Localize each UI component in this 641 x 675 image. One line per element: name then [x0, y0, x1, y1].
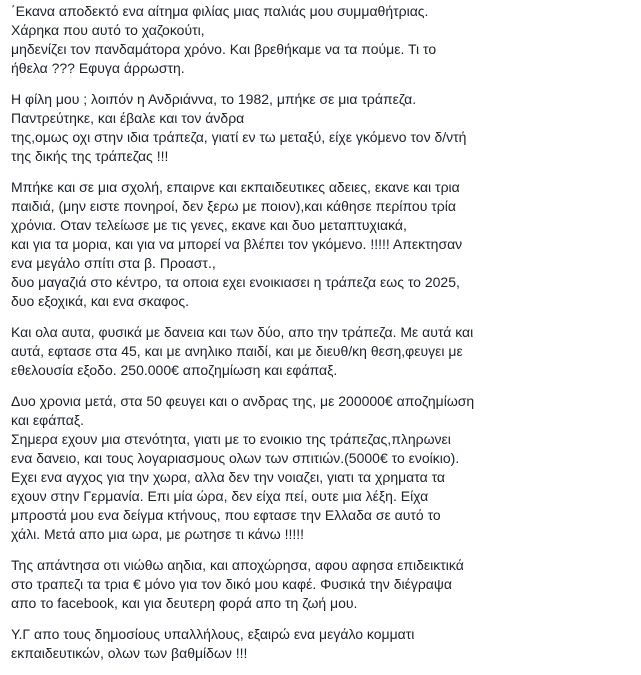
- post-line: Μπήκε και σε μια σχολή, επαιρνε και εκπαιδευτικες αδειες, εκανε και τρια: [11, 179, 460, 195]
- post-line: ήθελα ??? Εφυγα άρρωστη.: [11, 60, 185, 76]
- post-line: της,ομως οχι στην ιδια τράπεζα, γιατί εν τω μεταξύ, είχε γκόμενο τον δ/ντή: [11, 129, 467, 145]
- post-line: Η φίλη μου ; λοιπόν η Ανδριάννα, το 1982, μπήκε σε μια τράπεζα.: [11, 91, 417, 107]
- post-line: αυτά, εφτασε στα 45, και με ανηλικο παιδί, και με διευθ/κη θεση,φευγει με: [11, 343, 463, 359]
- post-line: εχουν στην Γερμανία. Επι μία ώρα, δεν είχα πεί, ουτε μια λέξη. Είχα: [11, 488, 429, 504]
- post-body: [11, 2, 636, 675]
- post-line: Δυο χρονια μετά, στα 50 φευγει και ο ανδρας της, με 200000€ αποζημίωση: [11, 393, 475, 409]
- post-line: Και ολα αυτα, φυσικά με δανεια και των δύο, απο την τράπεζα. Με αυτά και: [11, 324, 474, 340]
- post-line: της δικής της τράπεζας !!!: [11, 148, 169, 164]
- post-paragraph: [11, 392, 636, 544]
- post-paragraph: [11, 625, 636, 663]
- post-line: εκπαιδευτικών, ολων των βαθμίδων !!!: [11, 645, 248, 661]
- post-paragraph: [11, 556, 636, 613]
- post-line: και για τα μορια, και για να μπορεί να βλέπει τον γκόμενο. !!!!! Απεκτησαν: [11, 236, 463, 252]
- post-line: παιδιά, (μην ειστε πονηροί, δεν ξερω με ποιον),και κάθησε περίπου τρία: [11, 198, 456, 214]
- post-line: Παντρεύτηκε, και έβαλε και τον άνδρα: [11, 110, 245, 126]
- post-line: Της απάντησα οτι νιώθω αηδια, και αποχώρησα, αφου αφησα επιδεικτικά: [11, 557, 464, 573]
- post-line: εθελουσία εξοδο. 250.000€ αποζημίωση και εφάπαξ.: [11, 362, 338, 378]
- post-line: στο τραπεζι τα τρια € μόνο για τον δικό μου καφέ. Φυσικά την διέγραψα: [11, 576, 452, 592]
- post-line: και εφάπαξ.: [11, 412, 85, 428]
- post-line: χρόνια. Οταν τελείωσε με τις γενες, εκανε και δυο μεταπτυχιακά,: [11, 217, 407, 233]
- post-line: Σημερα εχουν μια στενότητα, γιατι με το ενοικιο της τράπεζας,πληρωνει: [11, 431, 451, 447]
- post-line: ενα δανειο, και τους λογαριασμους ολων των σπιτιών.(5000€ το ενοίκιο).: [11, 450, 460, 466]
- post-line: ΄Εκανα αποδεκτό ενα αίτημα φιλίας μιας παλιάς μου συμμαθήτριας.: [11, 3, 429, 19]
- post-line: ενα μεγάλο σπίτι στα β. Προαστ.,: [11, 255, 216, 271]
- post-line: Εχει ενα αγχος για την χωρα, αλλα δεν την νοιαζει, γιατι τα χρηματα τα: [11, 469, 446, 485]
- post-line: δυο μαγαζιά στο κέντρο, τα οποια εχει ενοικιασει η τράπεζα εως το 2025,: [11, 274, 460, 290]
- post-paragraph: [11, 323, 636, 380]
- post-line: δυο εξοχικά, και ενα σκαφος.: [11, 293, 190, 309]
- post-line: μπροστά μου ενα δείγμα κτήνους, που εφτασε την Ελλαδα σε αυτό το: [11, 507, 441, 523]
- post-line: απο το facebook, και για δευτερη φορά απο τη ζωή μου.: [11, 595, 358, 611]
- post-paragraph: [11, 90, 636, 166]
- post-line: Υ.Γ απο τους δημοσίους υπαλλήλους, εξαιρώ ενα μεγάλο κομματι: [11, 626, 415, 642]
- post-line: μηδενίζει τον πανδαμάτορα χρόνο. Και βρεθήκαμε να τα πούμε. Τι το: [11, 41, 437, 57]
- post-paragraph: [11, 2, 636, 78]
- post-paragraph: [11, 178, 636, 311]
- post-line: Χάρηκα που αυτό το χαζοκούτι,: [11, 22, 205, 38]
- post-line: χάλι. Μετά απο μια ωρα, με ρωτησε τι κάνω !!!!!: [11, 526, 305, 542]
